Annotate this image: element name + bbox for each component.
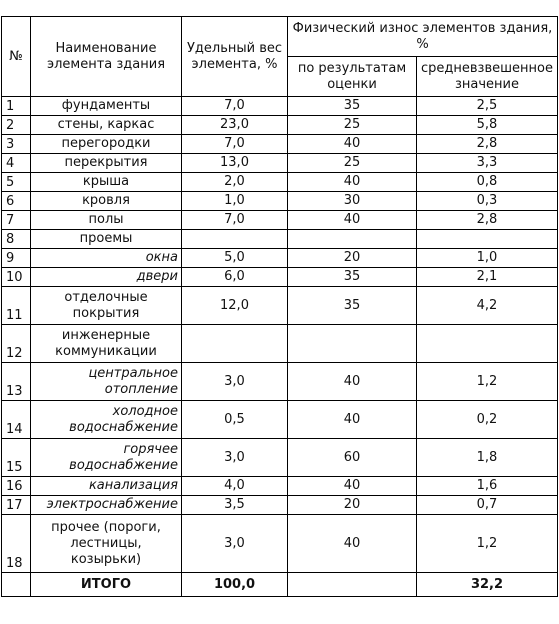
row-wear-weighted: 2,5: [417, 97, 558, 116]
total-wear-eval: [288, 573, 417, 597]
building-wear-table: [1, 16, 558, 597]
row-wear-eval: [288, 230, 417, 249]
row-name: кровля: [31, 192, 182, 211]
row-wear-weighted: 4,2: [417, 287, 558, 325]
header-name: Наименование элемента здания: [31, 17, 182, 97]
table-row: [2, 135, 558, 154]
row-num: 17: [2, 496, 31, 515]
row-weight: 4,0: [182, 477, 288, 496]
row-wear-eval: 40: [288, 401, 417, 439]
row-wear-weighted: 2,1: [417, 268, 558, 287]
table-row: [2, 230, 558, 249]
header-wear-weighted: средневзвешенное значение: [417, 57, 558, 97]
row-wear-eval: 40: [288, 477, 417, 496]
row-wear-eval: 25: [288, 116, 417, 135]
row-wear-weighted: 2,8: [417, 211, 558, 230]
row-wear-eval: 40: [288, 135, 417, 154]
total-num: [2, 573, 31, 597]
row-num: 4: [2, 154, 31, 173]
row-name: канализация: [31, 477, 182, 496]
table-row: [2, 363, 558, 401]
row-name: холодное водоснабжение: [31, 401, 182, 439]
row-name: отделочные покрытия: [31, 287, 182, 325]
row-weight: [182, 325, 288, 363]
table-row: [2, 325, 558, 363]
row-wear-weighted: 1,0: [417, 249, 558, 268]
table-row: [2, 268, 558, 287]
row-name: прочее (пороги, лестницы, козырьки): [31, 515, 182, 573]
row-name: горячее водоснабжение: [31, 439, 182, 477]
table-row: [2, 477, 558, 496]
row-wear-eval: 25: [288, 154, 417, 173]
total-label: ИТОГО: [31, 573, 182, 597]
row-num: 3: [2, 135, 31, 154]
row-num: 16: [2, 477, 31, 496]
table-row: [2, 116, 558, 135]
row-wear-weighted: 1,2: [417, 363, 558, 401]
table-row: [2, 192, 558, 211]
row-weight: 1,0: [182, 192, 288, 211]
row-name: фундаменты: [31, 97, 182, 116]
table-row: [2, 496, 558, 515]
row-num: 12: [2, 325, 31, 363]
row-wear-weighted: 0,8: [417, 173, 558, 192]
row-wear-eval: 35: [288, 287, 417, 325]
row-wear-eval: [288, 325, 417, 363]
row-weight: 0,5: [182, 401, 288, 439]
row-weight: 5,0: [182, 249, 288, 268]
row-name: полы: [31, 211, 182, 230]
row-num: 14: [2, 401, 31, 439]
row-num: 1: [2, 97, 31, 116]
row-num: 18: [2, 515, 31, 573]
row-num: 8: [2, 230, 31, 249]
header-num: №: [2, 17, 31, 97]
row-weight: 23,0: [182, 116, 288, 135]
row-wear-weighted: 5,8: [417, 116, 558, 135]
table-row: [2, 439, 558, 477]
row-weight: 7,0: [182, 97, 288, 116]
row-name: центральное отопление: [31, 363, 182, 401]
row-name: двери: [31, 268, 182, 287]
row-wear-eval: 40: [288, 363, 417, 401]
row-wear-eval: 20: [288, 496, 417, 515]
row-wear-eval: 30: [288, 192, 417, 211]
row-weight: [182, 230, 288, 249]
row-wear-eval: 40: [288, 515, 417, 573]
table-row: [2, 97, 558, 116]
row-wear-eval: 35: [288, 268, 417, 287]
row-num: 13: [2, 363, 31, 401]
row-name: инженерные коммуникации: [31, 325, 182, 363]
row-num: 2: [2, 116, 31, 135]
row-name: электроснабжение: [31, 496, 182, 515]
row-wear-eval: 40: [288, 211, 417, 230]
table-row: [2, 515, 558, 573]
row-wear-weighted: 0,3: [417, 192, 558, 211]
row-num: 15: [2, 439, 31, 477]
row-name: перекрытия: [31, 154, 182, 173]
table-row: [2, 173, 558, 192]
total-row: [2, 573, 558, 597]
row-wear-weighted: 1,8: [417, 439, 558, 477]
row-weight: 3,5: [182, 496, 288, 515]
table-row: [2, 154, 558, 173]
row-num: 5: [2, 173, 31, 192]
row-weight: 3,0: [182, 439, 288, 477]
header-wear-eval: по результатам оценки: [288, 57, 417, 97]
row-weight: 12,0: [182, 287, 288, 325]
header-weight: Удельный вес элемента, %: [182, 17, 288, 97]
row-weight: 7,0: [182, 211, 288, 230]
table-row: [2, 287, 558, 325]
row-wear-eval: 35: [288, 97, 417, 116]
total-wear-weighted: 32,2: [417, 573, 558, 597]
table-row: [2, 401, 558, 439]
row-num: 9: [2, 249, 31, 268]
header-wear: Физический износ элементов здания, %: [288, 17, 558, 57]
row-weight: 3,0: [182, 363, 288, 401]
row-wear-weighted: [417, 230, 558, 249]
row-weight: 2,0: [182, 173, 288, 192]
table-row: [2, 211, 558, 230]
row-weight: 6,0: [182, 268, 288, 287]
header-row-1: [2, 17, 558, 57]
row-wear-weighted: [417, 325, 558, 363]
row-weight: 7,0: [182, 135, 288, 154]
row-name: перегородки: [31, 135, 182, 154]
row-wear-weighted: 2,8: [417, 135, 558, 154]
row-wear-eval: 40: [288, 173, 417, 192]
row-num: 6: [2, 192, 31, 211]
row-name: стены, каркас: [31, 116, 182, 135]
row-wear-weighted: 3,3: [417, 154, 558, 173]
row-name: проемы: [31, 230, 182, 249]
row-weight: 13,0: [182, 154, 288, 173]
row-num: 11: [2, 287, 31, 325]
row-wear-weighted: 1,6: [417, 477, 558, 496]
row-name: крыша: [31, 173, 182, 192]
total-weight: 100,0: [182, 573, 288, 597]
row-wear-weighted: 1,2: [417, 515, 558, 573]
table-row: [2, 249, 558, 268]
row-wear-eval: 20: [288, 249, 417, 268]
row-weight: 3,0: [182, 515, 288, 573]
row-name: окна: [31, 249, 182, 268]
row-num: 10: [2, 268, 31, 287]
row-wear-eval: 60: [288, 439, 417, 477]
row-wear-weighted: 0,2: [417, 401, 558, 439]
row-wear-weighted: 0,7: [417, 496, 558, 515]
row-num: 7: [2, 211, 31, 230]
